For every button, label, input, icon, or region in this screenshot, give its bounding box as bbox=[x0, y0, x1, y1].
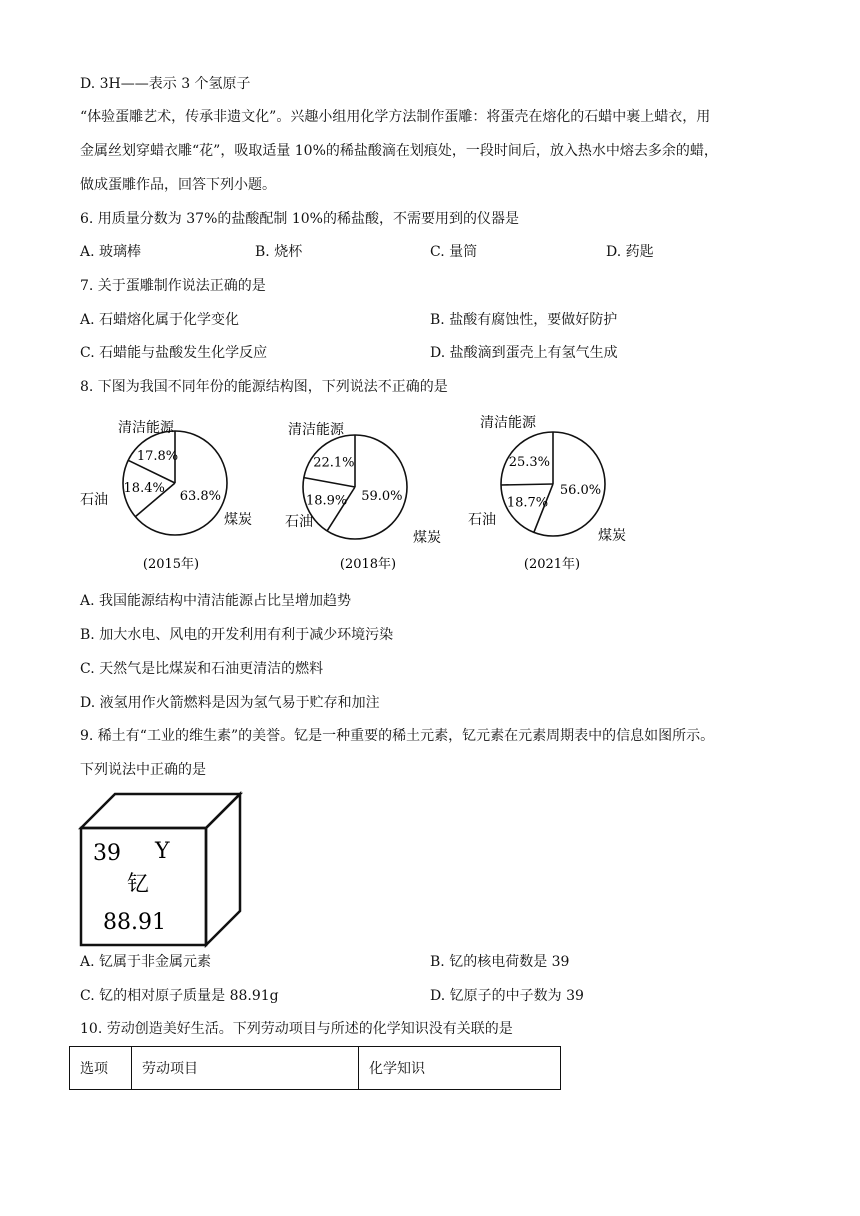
q7-option-a: A. 石蜡熔化属于化学变化 bbox=[80, 312, 240, 328]
q7-option-d: D. 盐酸滴到蛋壳上有氢气生成 bbox=[430, 345, 618, 361]
q9-option-c: C. 钇的相对原子质量是 88.91g bbox=[80, 988, 279, 1004]
pie-1-year: (2015年) bbox=[142, 557, 200, 572]
energy-structure-pie-charts bbox=[0, 400, 860, 585]
q8-option-a: A. 我国能源结构中清洁能源占比呈增加趋势 bbox=[80, 593, 352, 609]
pie-1-category-oil: 石油 bbox=[80, 492, 108, 508]
pie-1-category-coal: 煤炭 bbox=[224, 512, 252, 528]
q9-option-a: A. 钇属于非金属元素 bbox=[80, 954, 212, 970]
atomic-mass: 88.91 bbox=[103, 910, 166, 935]
pie-2-category-clean: 清洁能源 bbox=[288, 422, 344, 438]
q9-option-b: B. 钇的核电荷数是 39 bbox=[430, 954, 570, 970]
pie-3-category-coal: 煤炭 bbox=[598, 528, 626, 544]
q7-option-c: C. 石蜡能与盐酸发生化学反应 bbox=[80, 345, 268, 361]
q8-option-c: C. 天然气是比煤炭和石油更清洁的燃料 bbox=[80, 661, 324, 677]
element-symbol: Y bbox=[155, 839, 170, 864]
q9-option-d: D. 钇原子的中子数为 39 bbox=[430, 988, 584, 1004]
pie-1-category-clean: 清洁能源 bbox=[118, 420, 174, 436]
q9-stem-line-1: 9. 稀土有“工业的维生素”的美誉。钇是一种重要的稀土元素，钇元素在元素周期表中的信息如图所示。 bbox=[80, 728, 715, 744]
table-header-option: 选项 bbox=[70, 1047, 132, 1089]
q10-stem: 10. 劳动创造美好生活。下列劳动项目与所述的化学知识没有关联的是 bbox=[80, 1021, 513, 1037]
pie-3-category-oil: 石油 bbox=[468, 512, 496, 528]
q9-stem-line-2: 下列说法中正确的是 bbox=[80, 762, 206, 778]
pie-3-year: (2021年) bbox=[523, 557, 581, 572]
pie-3-category-clean: 清洁能源 bbox=[480, 415, 536, 431]
atomic-number: 39 bbox=[93, 841, 121, 866]
pie-2-label-oil: 18.9% bbox=[305, 493, 348, 509]
pie-2-label-clean: 22.1% bbox=[313, 455, 355, 471]
intro-line-1: “体验蛋雕艺术，传承非遗文化”。兴趣小组用化学方法制作蛋雕：将蛋壳在熔化的石蜡中裹上蜡衣，用 bbox=[80, 109, 711, 125]
q6-option-b: B. 烧杯 bbox=[255, 244, 303, 260]
q6-option-c: C. 量筒 bbox=[430, 244, 478, 260]
pie-3-slice-divider bbox=[501, 484, 553, 485]
q6-option-d: D. 药匙 bbox=[606, 244, 654, 260]
q10-table bbox=[69, 1046, 561, 1090]
q8-option-b: B. 加大水电、风电的开发利用有利于减少环境污染 bbox=[80, 627, 394, 643]
pie-2-category-coal: 煤炭 bbox=[413, 530, 441, 546]
q6-option-a: A. 玻璃棒 bbox=[80, 244, 142, 260]
q6-stem: 6. 用质量分数为 37%的盐酸配制 10%的稀盐酸，不需要用到的仪器是 bbox=[80, 211, 519, 227]
q5-option-d: D. 3H——表示 3 个氢原子 bbox=[80, 76, 251, 92]
table-header-chem-knowledge: 化学知识 bbox=[369, 1061, 425, 1077]
pie-2-category-oil: 石油 bbox=[285, 514, 313, 530]
pie-2-year: (2018年) bbox=[339, 557, 397, 572]
pie-1-label-coal: 63.8% bbox=[179, 488, 222, 504]
pie-1-label-clean: 17.8% bbox=[136, 449, 179, 464]
yttrium-element-card bbox=[75, 788, 250, 948]
q8-option-d: D. 液氢用作火箭燃料是因为氢气易于贮存和加注 bbox=[80, 695, 380, 711]
intro-line-2: 金属丝划穿蜡衣雕“花”，吸取适量 10%的稀盐酸滴在划痕处，一段时间后，放入热水中熔去多余的蜡， bbox=[80, 143, 718, 159]
table-header-labor-item: 劳动项目 bbox=[132, 1047, 359, 1089]
pie-3-label-clean: 25.3% bbox=[508, 454, 551, 470]
q7-option-b: B. 盐酸有腐蚀性，要做好防护 bbox=[430, 312, 618, 328]
pie-3-label-coal: 56.0% bbox=[559, 483, 602, 499]
pie-3-label-oil: 18.7% bbox=[506, 495, 549, 511]
intro-line-3: 做成蛋雕作品，回答下列小题。 bbox=[80, 177, 276, 193]
pie-1-label-oil: 18.4% bbox=[123, 480, 165, 496]
pie-2-label-coal: 59.0% bbox=[361, 488, 403, 504]
q7-stem: 7. 关于蛋雕制作说法正确的是 bbox=[80, 278, 266, 294]
element-name: 钇 bbox=[127, 872, 150, 897]
q8-stem: 8. 下图为我国不同年份的能源结构图，下列说法不正确的是 bbox=[80, 379, 448, 395]
